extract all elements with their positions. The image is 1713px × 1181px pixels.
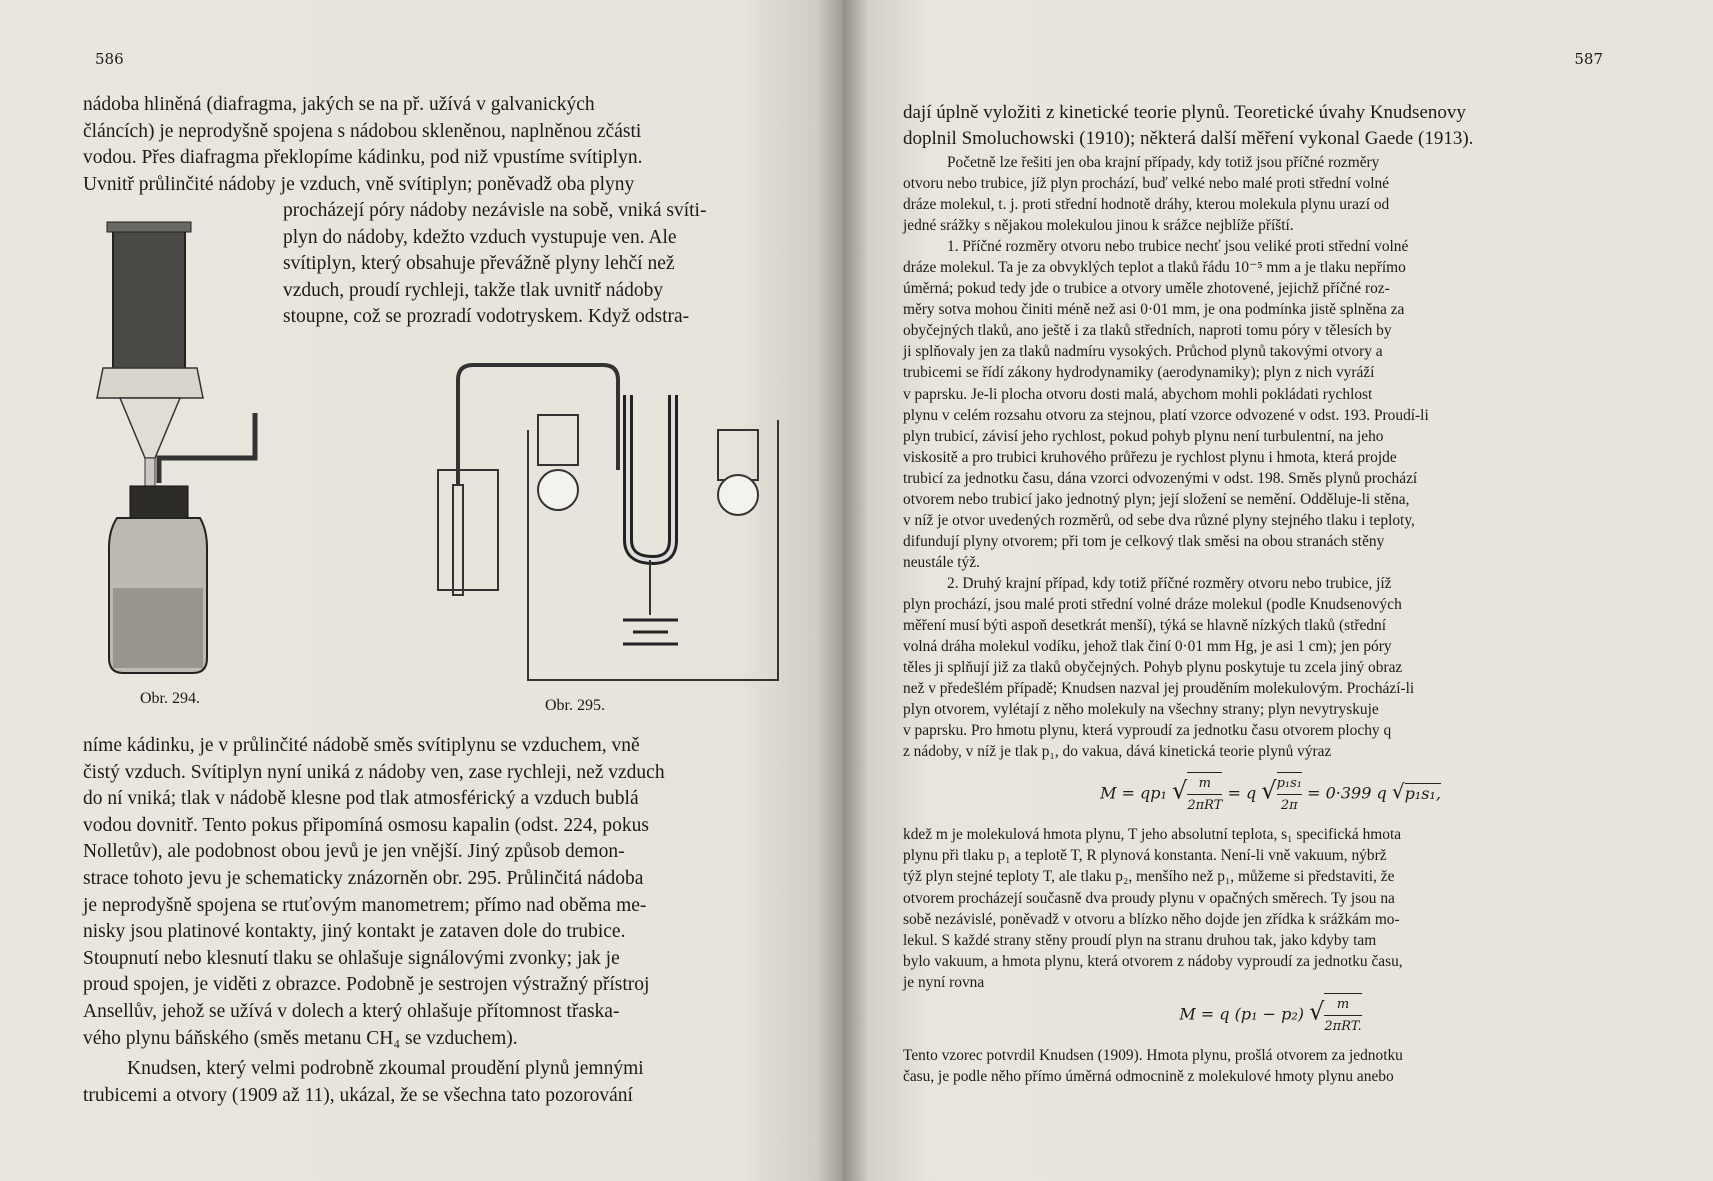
- text-line: stoupne, což se prozradí vodotryskem. Když odstra-: [283, 306, 690, 328]
- text-line: kdež m je molekulová hmota plynu, T jeho absolutní teplota, s₁ specifická hmota: [903, 826, 1402, 844]
- text-line: Ansellův, jehož se užívá v dolech a který ohlašuje přítomnost třaska-: [83, 1000, 620, 1022]
- text-line: plynu při tlaku p₁ a teplotě T, R plynová konstanta. Není-li vně vakuum, nýbrž: [903, 847, 1387, 865]
- text-line: lekul. S každé strany stěny proudí plyn na stranu druhou tak, jako kdyby tam: [903, 931, 1377, 949]
- formula-term: = q: [1227, 783, 1257, 803]
- formula-effusion-vacuum: M = qp₁ √ m 2πRT = q √ $\frac{\text{p₁s₁}}{2\pi}$ = 0·399 q √p₁s₁,: [903, 772, 1638, 812]
- paragraph-case-1: [903, 236, 1638, 573]
- text-line: dráze molekul, t. j. proti střední hodnotě dráhy, kterou molekula plynu urazí od: [903, 196, 1390, 214]
- formula-denominator: 2π: [1280, 798, 1298, 814]
- text-line: plyn prochází, jsou malé proti střední volné dráze molekul (podle Knudsenových: [903, 595, 1402, 613]
- text-line: Nolletův), ale podobnost obou jevů je jen vnější. Jiný způsob demon-: [83, 841, 625, 863]
- figure-295-illustration: [418, 360, 778, 680]
- text-line: v paprsku. Pro hmotu plynu, která vyproudí za jednotku času otvorem plochy q: [903, 722, 1392, 740]
- text-line: níme kádinku, je v průlinčité nádobě směs svítiplynu se vzduchem, vně: [83, 735, 640, 756]
- text-line: do ní vniká; tlak v nádobě klesne pod tlak atmosférický a vzduch bublá: [83, 788, 639, 810]
- text-line: vodou dovnitř. Tento pokus připomíná osmosu kapalin (odst. 224, pokus: [83, 814, 649, 836]
- page-number-left: 586: [95, 50, 124, 68]
- text-line: otvoru nebo trubice, jíž plyn prochází, buď velké nebo malé proti střední volné: [903, 175, 1390, 193]
- text-line: plynu v celém rozsahu otvoru za stejnou, platí vzorce odvozené v odst. 193. Proudí-li: [903, 406, 1429, 424]
- right-text-column: [903, 100, 1638, 1087]
- formula-denominator: 2πRT: [1187, 798, 1223, 814]
- text-line: neustále týž.: [903, 553, 980, 571]
- paragraph-conclusion: [903, 1045, 1638, 1087]
- figure-294-caption: Obr. 294.: [140, 690, 200, 707]
- formula-root: p₁s₁,: [1404, 783, 1441, 803]
- text-line: plyn otvorem, vylétají z něho molekuly na všechny strany; plyn nevytryskuje: [903, 701, 1379, 719]
- left-page: [0, 0, 843, 1181]
- text-line: strace tohoto jevu je schematicky znázorněn obr. 295. Průlinčitá nádoba: [83, 867, 644, 889]
- text-line: difundují plyny otvorem; při tom je celkový tlak směsi na obou stranách stěny: [903, 532, 1385, 550]
- text-line: článcích) je neprodyšně spojena s nádobou skleněnou, naplněnou zčásti: [83, 120, 642, 142]
- formula-numerator: m: [1187, 773, 1222, 795]
- figure-295-caption: Obr. 295.: [545, 697, 605, 714]
- left-top-paragraph: [83, 92, 788, 198]
- text-line: vého plynu báňského (směs metanu CH₄ se vzduchem).: [83, 1027, 518, 1049]
- text-line: týž plyn stejné teploty T, ale tlaku p₂, menšího než p₁, můžeme si představiti, že: [903, 868, 1395, 886]
- text-line: v níž je otvor uvedených rozměrů, od sebe dva různé plyny stejného tlaku i teploty,: [903, 511, 1415, 529]
- text-line: nádoba hliněná (diafragma, jakých se na př. užívá v galvanických: [83, 94, 595, 115]
- text-line: plyn do nádoby, kdežto vzduch vystupuje ven. Ale: [283, 226, 677, 248]
- text-line: je neprodyšně spojena se rtuťovým manometrem; přímo nad oběma me-: [83, 894, 647, 916]
- text-line: Početně lze řešiti jen oba krajní případy, kdy totiž jsou příčné rozměry: [947, 154, 1380, 171]
- text-line: nisky jsou platinové kontakty, jiný kontakt je zataven dole do trubice.: [83, 921, 626, 943]
- text-line: úměrná; pokud tedy jde o trubice a otvory uměle zhotovené, jejichž příčné roz-: [903, 280, 1390, 298]
- text-line: proud spojen, je viděti z obrazce. Podobně je sestrojen výstražný přístroj: [83, 974, 650, 996]
- text-line: Stoupnutí nebo klesnutí tlaku se ohlašuje signálovými zvonky; jak je: [83, 947, 620, 969]
- text-line: bylo vakuum, a hmota plynu, která otvorem z nádoby vyproudí za jednotku času,: [903, 952, 1403, 970]
- text-line: než v předešlém případě; Knudsen nazval jej prouděním molekulovým. Prochází-li: [903, 680, 1415, 698]
- text-line: z nádoby, v níž je tlak p₁, do vakua, dává kinetická teorie plynů výraz: [903, 743, 1332, 761]
- formula-numerator: m: [1324, 994, 1361, 1016]
- text-line: ji splňovaly jen za tlaků nadmíru vysokých. Průchod plynů takovými otvory a: [903, 343, 1383, 361]
- text-line: Uvnitř průlinčité nádoby je vzduch, vně svítiplyn; poněvadž oba plyny: [83, 173, 635, 195]
- formula-term: = 0·399 q: [1307, 783, 1387, 803]
- text-line: Tento vzorec potvrdil Knudsen (1909). Hmota plynu, prošlá otvorem za jednotku: [903, 1046, 1403, 1064]
- text-line: svítiplyn, který obsahuje převážně plyny lehčí než: [283, 253, 675, 275]
- text-line: otvorem nebo trubicí jako jednotný plyn; její složení se nemění. Odděluje-li stěna,: [903, 490, 1410, 508]
- text-line: jedné srážky s nějakou molekulou jinou k srážce nejblíže příští.: [903, 217, 1294, 235]
- text-line: dají úplně vyložiti z kinetické teorie plynů. Teoretické úvahy Knudsenovy: [903, 102, 1466, 123]
- left-bottom-paragraph: [83, 733, 788, 1109]
- text-line: měření musí býti aspoň desetkrát menší), týká se hlavně nízkých tlaků (střední: [903, 617, 1386, 635]
- text-line: obyčejných tlaků, ano ještě i za tlaků středních, naproti tomu póry v tělesích by: [903, 322, 1392, 340]
- formula-numerator: p₁s₁: [1277, 773, 1302, 795]
- paragraph-intro: [903, 152, 1638, 236]
- text-line: volná dráha molekul vodíku, jehož tlak činí 0·01 mm Hg, je asi 1 cm); jen póry: [903, 638, 1392, 656]
- text-line: těles ji splňují již za tlaků obyčejných. Pohyb plynu poskytuje tu zcela jiný obraz: [903, 659, 1403, 677]
- text-line: vzduch, proudí rychleji, takže tlak uvnitř nádoby: [283, 279, 664, 301]
- text-line: vodou. Přes diafragma překlopíme kádinku, pod niž vpustíme svítiplyn.: [83, 147, 643, 169]
- text-line: otvorem procházejí současně dva proudy plynu v opačných směrech. Ty jsou na: [903, 889, 1395, 907]
- paragraph-case-2: [903, 573, 1638, 762]
- text-line: čistý vzduch. Svítiplyn nyní uniká z nádoby ven, zase rychleji, než vzduch: [83, 761, 665, 783]
- text-line: trubicemi a otvory (1909 až 11), ukázal, že se všechna tato pozorování: [83, 1084, 633, 1106]
- text-line: procházejí póry nádoby nezávisle na sobě, vniká svíti-: [283, 200, 707, 221]
- text-line: Knudsen, který velmi podrobně zkoumal proudění plynů jemnými: [127, 1058, 644, 1080]
- text-line: v paprsku. Je-li plocha otvoru dosti malá, abychom mohli pokládati rychlost: [903, 385, 1373, 403]
- text-line: viskositě a pro trubici kruhového průřezu je rychlost plynu i hmota, která projde: [903, 448, 1397, 466]
- text-line: je nyní rovna: [903, 973, 985, 991]
- right-page: [843, 0, 1713, 1181]
- formula-denominator: 2πRT.: [1324, 1018, 1362, 1034]
- text-line: 2. Druhý krajní případ, kdy totiž příčné rozměry otvoru nebo trubice, jíž: [947, 574, 1392, 592]
- paragraph-explanation: [903, 824, 1638, 992]
- formula-effusion-pressure-difference: M = q (p₁ − p₂) √ m 2πRT.: [903, 993, 1638, 1033]
- figure-294-illustration: [95, 218, 270, 678]
- text-line: plyn trubicí, závisí jeho rychlost, pokud pohyb plynu není turbulentní, na jeho: [903, 427, 1384, 445]
- formula-term: M = q (p₁ − p₂): [1179, 1004, 1304, 1024]
- text-line: 1. Příčné rozměry otvoru nebo trubice nechť jsou veliké proti střední volné: [947, 238, 1409, 256]
- text-line: trubicí za jednotku času, dána vzorci odvozenými v odst. 198. Směs plynů prochází: [903, 469, 1418, 487]
- text-line: trubicemi se řídí zákony hydrodynamiky (aerodynamiky); plyn z nich vyráží: [903, 364, 1375, 382]
- formula-term: M = qp₁: [1100, 783, 1167, 803]
- text-line: doplnil Smoluchowski (1910); některá další měření vykonal Gaede (1913).: [903, 127, 1474, 149]
- text-line: času, je podle něho přímo úměrná odmocnině z molekulové hmoty plynu anebo: [903, 1067, 1394, 1085]
- text-line: dráze molekul. Ta je za obvyklých teplot a tlaků řádu 10⁻⁵ mm a je tlaku nepřímo: [903, 259, 1406, 277]
- left-side-paragraph: [283, 198, 788, 331]
- text-line: sobě nezávislé, poněvadž v otvoru a blízko něho dojde jen zřídka k srážkám mo-: [903, 910, 1400, 928]
- text-line: měry sotva mohou činiti méně než asi 0·01 mm, je ona podmínka jistě splněna za: [903, 301, 1405, 319]
- page-number-right: 587: [1574, 50, 1603, 68]
